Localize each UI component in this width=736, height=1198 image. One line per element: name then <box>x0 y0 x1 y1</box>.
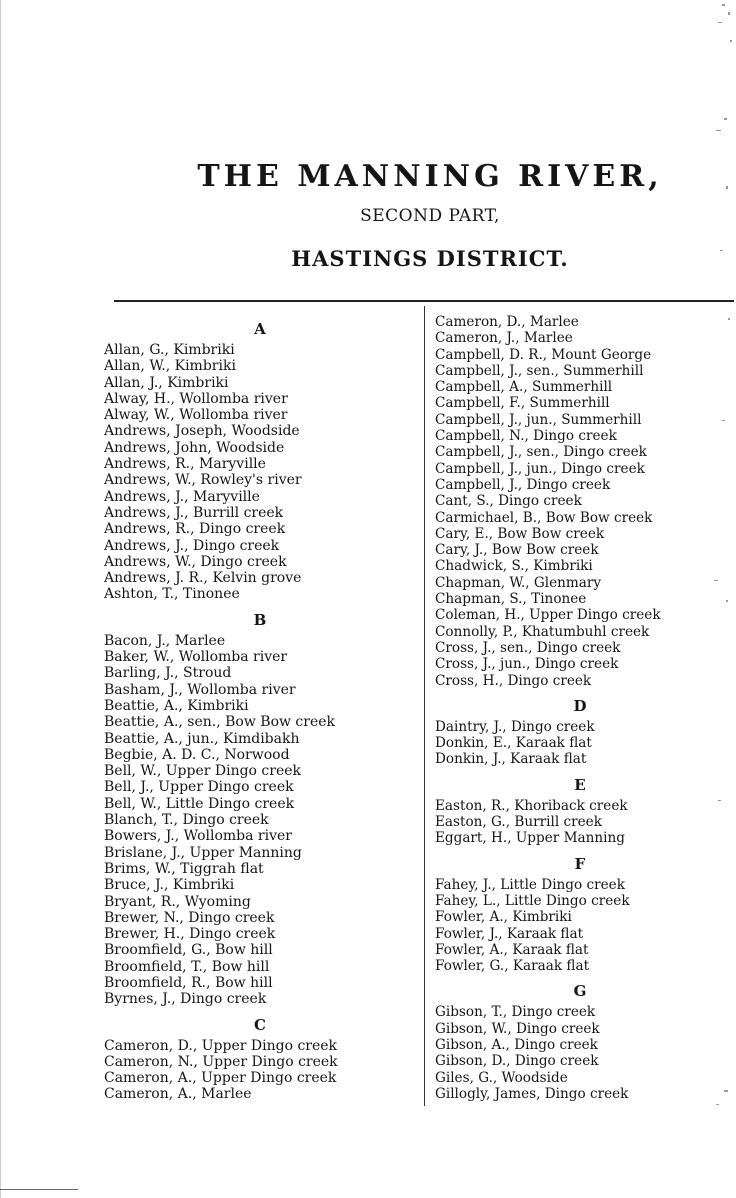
directory-entry: Brewer, N., Dingo creek <box>104 909 275 926</box>
directory-entry: Andrews, Joseph, Woodside <box>104 423 300 440</box>
directory-entry: Carmichael, B., Bow Bow creek <box>435 509 653 526</box>
directory-entry: Cameron, D., Marlee <box>435 314 579 330</box>
directory-entry: Campbell, D. R., Mount George <box>435 346 652 363</box>
directory-entry: Broomfield, G., Bow hill <box>104 942 273 959</box>
letter-group <box>104 316 416 603</box>
directory-entry: Andrews, J., Maryville <box>104 488 260 505</box>
section-letter: B <box>253 610 267 629</box>
directory-entry: Chapman, W., Glenmary <box>435 574 602 591</box>
page-edge-shadow <box>0 0 1 1198</box>
directory-entry: Bowers, J., Wollomba river <box>104 828 292 845</box>
section-letter: A <box>254 320 266 338</box>
directory-entry: Fowler, A., Kimbriki <box>435 909 572 926</box>
directory-entry: Cameron, N., Upper Dingo creek <box>104 1053 338 1070</box>
section-letter: G <box>573 982 587 1001</box>
directory-entry: Connolly, P., Khatumbuhl creek <box>435 623 650 640</box>
directory-entry: Gibson, T., Dingo creek <box>435 1004 596 1021</box>
directory-entry: Cross, H., Dingo creek <box>435 672 592 689</box>
directory-entry: Cary, E., Bow Bow creek <box>435 525 605 542</box>
directory-entry: Campbell, F., Summerhill <box>435 395 610 412</box>
directory-entry: Blanch, T., Dingo creek <box>104 812 269 829</box>
directory-entry: Cant, S., Dingo creek <box>435 493 582 510</box>
directory-entry: Fahey, L., Little Dingo creek <box>435 892 630 909</box>
directory-entry: Andrews, John, Woodside <box>104 439 285 456</box>
right-column <box>435 314 725 1102</box>
directory-entry: Bryant, R., Wyoming <box>104 893 251 910</box>
letter-group <box>435 693 725 768</box>
header-rule <box>114 300 734 302</box>
directory-entry: Donkin, J., Karaak flat <box>435 751 587 768</box>
directory-entry: Byrnes, J., Dingo creek <box>104 991 267 1008</box>
directory-entry: Andrews, J. R., Kelvin grove <box>104 570 302 587</box>
directory-entry: Campbell, J., sen., Dingo creek <box>435 444 647 461</box>
directory-entry: Bruce, J., Kimbriki <box>104 877 235 894</box>
directory-entry: Bell, J., Upper Dingo creek <box>104 779 294 796</box>
directory-entry: Broomfield, R., Bow hill <box>104 974 273 991</box>
directory-entry: Baker, W., Wollomba river <box>104 649 288 666</box>
letter-group <box>104 607 416 1008</box>
page-subtitle: SECOND PART, <box>360 206 500 226</box>
directory-entry: Cross, J., sen., Dingo creek <box>435 639 621 656</box>
directory-entry: Brims, W., Tiggrah flat <box>104 860 264 877</box>
directory-entry: Chadwick, S., Kimbriki <box>435 558 593 575</box>
directory-entry: Brislane, J., Upper Manning <box>104 844 302 861</box>
directory-entry: Gibson, A., Dingo creek <box>435 1036 598 1053</box>
bottom-corner-rule <box>0 1189 78 1190</box>
directory-entry: Campbell, J., sen., Summerhill <box>435 362 644 379</box>
directory-entry: Allan, G., Kimbriki <box>104 342 235 358</box>
directory-entry: Coleman, H., Upper Dingo creek <box>435 607 661 624</box>
letter-group <box>435 851 725 975</box>
directory-entry: Campbell, J., jun., Summerhill <box>435 411 642 428</box>
directory-entry: Allan, J., Kimbriki <box>104 374 229 391</box>
directory-entry: Donkin, E., Karaak flat <box>435 735 592 752</box>
page-title: THE MANNING RIVER, <box>197 159 663 194</box>
directory-entry: Andrews, W., Rowley's river <box>104 472 302 489</box>
directory-entry: Easton, G., Burrill creek <box>435 814 602 831</box>
directory-entry: Cameron, J., Marlee <box>435 330 573 347</box>
section-letter: E <box>574 775 586 794</box>
directory-entry: Gillogly, James, Dingo creek <box>435 1085 629 1102</box>
directory-entry: Cameron, D., Upper Dingo creek <box>104 1037 338 1054</box>
section-letter: D <box>573 696 587 715</box>
directory-entry: Campbell, J., Dingo creek <box>435 476 611 493</box>
directory-entry: Andrews, R., Dingo creek <box>104 521 286 538</box>
directory-entry: Gibson, W., Dingo creek <box>435 1020 600 1037</box>
directory-entry: Easton, R., Khoriback creek <box>435 797 628 814</box>
section-letter: C <box>254 1015 266 1034</box>
directory-entry: Cary, J., Bow Bow creek <box>435 542 599 559</box>
column-divider <box>424 306 425 1106</box>
directory-entry: Alway, W., Wollomba river <box>104 407 288 424</box>
directory-entry: Basham, J., Wollomba river <box>104 681 296 698</box>
letter-group <box>435 772 725 847</box>
directory-entry: Brewer, H., Dingo creek <box>104 926 276 943</box>
directory-entry: Campbell, J., jun., Dingo creek <box>435 460 645 477</box>
district-heading: HASTINGS DISTRICT. <box>291 246 569 271</box>
directory-entry: Cross, J., jun., Dingo creek <box>435 656 619 673</box>
directory-entry: Campbell, N., Dingo creek <box>435 428 617 445</box>
directory-entry: Ashton, T., Tinonee <box>104 586 240 603</box>
directory-entry: Gibson, D., Dingo creek <box>435 1053 599 1070</box>
directory-entry: Allan, W., Kimbriki <box>104 358 236 375</box>
directory-entry: Alway, H., Wollomba river <box>104 390 288 407</box>
directory-entry: Cameron, A., Marlee <box>104 1086 252 1103</box>
directory-entry: Daintry, J., Dingo creek <box>435 718 595 735</box>
letter-group <box>435 314 725 689</box>
directory-entry: Beattie, A., sen., Bow Bow creek <box>104 714 336 731</box>
directory-entry: Barling, J., Stroud <box>104 665 232 682</box>
directory-entry: Bell, W., Upper Dingo creek <box>104 763 302 780</box>
scan-edge-noise <box>708 0 736 1198</box>
directory-entry: Bell, W., Little Dingo creek <box>104 795 295 812</box>
directory-entry: Fahey, J., Little Dingo creek <box>435 876 625 893</box>
directory-entry: Beattie, A., Kimbriki <box>104 697 249 714</box>
letter-group <box>435 978 725 1102</box>
directory-entry: Andrews, W., Dingo creek <box>104 553 287 570</box>
directory-entry: Campbell, A., Summerhill <box>435 379 613 396</box>
directory-entry: Andrews, R., Maryville <box>104 456 266 473</box>
directory-entry: Eggart, H., Upper Manning <box>435 830 625 847</box>
directory-entry: Fowler, A., Karaak flat <box>435 941 589 958</box>
directory-entry: Begbie, A. D. C., Norwood <box>104 746 290 763</box>
directory-entry: Fowler, G., Karaak flat <box>435 958 590 975</box>
directory-entry: Giles, G., Woodside <box>435 1069 568 1086</box>
directory-entry: Andrews, J., Dingo creek <box>104 537 280 554</box>
directory-entry: Cameron, A., Upper Dingo creek <box>104 1070 337 1087</box>
left-column <box>104 316 416 1103</box>
section-letter: F <box>574 854 586 873</box>
directory-entry: Bacon, J., Marlee <box>104 632 226 649</box>
letter-group <box>104 1012 416 1103</box>
directory-entry: Broomfield, T., Bow hill <box>104 958 270 975</box>
directory-entry: Andrews, J., Burrill creek <box>104 504 284 521</box>
directory-entry: Beattie, A., jun., Kimdibakh <box>104 730 300 747</box>
directory-entry: Fowler, J., Karaak flat <box>435 925 584 942</box>
directory-entry: Chapman, S., Tinonee <box>435 591 587 608</box>
